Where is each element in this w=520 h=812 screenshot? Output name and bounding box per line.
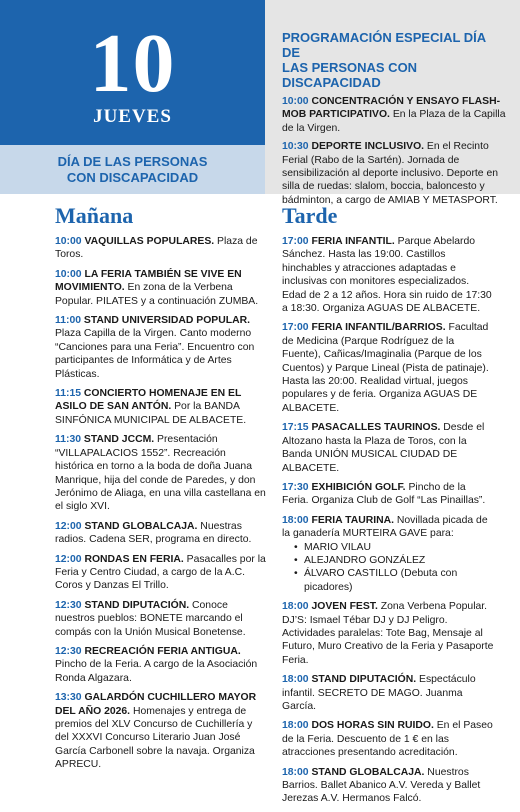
morning-event [55, 599, 267, 639]
event-desc: Espectáculo infantil. SECRETO DE MAGO. Juanma García. [282, 674, 476, 712]
event-desc: Facultad de Medicina (Parque Rodríguez de la Fuente), Cañicas/Imaginalia (Parque de los Cuentos) y Parque Lineal (Pista de patinaje). Hasta las 20:00. Realidad virtual, juegos populares y de feria. Organiza AGUAS DE ALBACETE. [282, 322, 489, 414]
event-name: STAND UNIVERSIDAD POPULAR. [83, 315, 250, 327]
event-desc: Pincho de la Feria. Organiza Club de Golf “Las Pinaillas”. [282, 481, 486, 507]
event-time: 12:30 [55, 645, 82, 657]
performer-item: • ÁLVARO CASTILLO (Debuta con picadores) [294, 567, 494, 594]
event-desc: Plaza Capilla de la Virgen. Canto moderno “Canciones para una Feria”. Encuentro con participantes de Informática y de Artes Plásticas. [55, 328, 255, 380]
event-time: 18:00 [282, 514, 309, 526]
event-time: 18:00 [282, 720, 309, 732]
morning-event [55, 235, 267, 262]
event-name: STAND GLOBALCAJA. [84, 520, 198, 532]
event-name: CONCENTRACIÓN Y ENSAYO FLASH-MOB PARTICIPATIVO. [282, 96, 501, 121]
event-time: 12:00 [55, 553, 82, 565]
event-time: 11:00 [55, 315, 82, 327]
afternoon-event [282, 600, 494, 667]
event-time: 12:30 [55, 599, 82, 611]
event-name: GALARDÓN CUCHILLERO MAYOR DEL AÑO 2026. [55, 692, 257, 717]
morning-event [55, 691, 267, 771]
event-desc: Por la BANDA SINFÓNICA MUNICIPAL DE ALBACETE. [55, 401, 247, 426]
event-desc: Plaza de Toros. [55, 236, 258, 261]
event-name: LA FERIA TAMBIÉN SE VIVE EN MOVIMIENTO. [55, 268, 242, 294]
event-name: RONDAS EN FERIA. [84, 553, 184, 565]
day-subtitle-line1: DÍA DE LAS PERSONAS [57, 154, 208, 169]
event-name: FERIA TAURINA. [311, 514, 395, 526]
afternoon-event [282, 514, 494, 594]
event-name: JOVEN FEST. [311, 601, 378, 613]
special-program [265, 0, 520, 206]
special-event [282, 95, 506, 135]
day-subtitle [0, 145, 265, 194]
day-number: 10 [89, 17, 176, 110]
event-name: DOS HORAS SIN RUIDO. [311, 720, 434, 732]
event-desc: Nuestros Barrios. Ballet Abanico A.V. Vereda y Ballet Jerezas A.V. Hermanos Falcó. [282, 766, 481, 805]
afternoon-event [282, 421, 494, 475]
event-time: 10:00 [55, 268, 82, 280]
event-desc: Zona Verbena Popular. DJ’S: Ismael Tébar DJ y DJ Peligro. Actividades paralelas: Tote Bag, Mensaje al Futuro, Muro Creativo de la Feria y Pasaporte Feria. [282, 601, 494, 666]
event-desc: Nuestras radios. Cadena SER, programa en directo. [55, 520, 252, 546]
morning-column [55, 203, 267, 778]
event-name: STAND JCCM. [83, 434, 155, 446]
event-name: STAND DIPUTACIÓN. [311, 674, 417, 686]
morning-event [55, 520, 267, 547]
performer-list [282, 541, 494, 595]
afternoon-column [282, 203, 494, 812]
event-time: 10:30 [282, 141, 309, 153]
event-name: STAND DIPUTACIÓN. [84, 599, 190, 611]
morning-event [55, 433, 267, 513]
event-name: FERIA INFANTIL. [311, 236, 395, 247]
event-desc: Conoce nuestros pueblos: BONETE marcando el compás con la Unión Musical Bonetense. [55, 599, 246, 638]
afternoon-event [282, 481, 494, 508]
date-block [0, 0, 265, 145]
special-event [282, 140, 506, 207]
event-desc: En el Paseo de la Feria. Descuento de 1 € en las atracciones presentando acreditación. [282, 720, 493, 759]
event-time: 10:00 [282, 96, 309, 107]
morning-title: Mañana [55, 203, 134, 228]
event-desc: Homenajes y entrega de premios del XLV Concurso de Cuchillería y del XXXVI Concurso Literario Juan José García Carbonell sobre la navaja. Organiza APRECU. [55, 705, 255, 771]
special-program-title [282, 30, 506, 90]
event-name: RECREACIÓN FERIA ANTIGUA. [84, 645, 241, 657]
special-title-line1: PROGRAMACIÓN ESPECIAL DÍA DE [282, 30, 486, 60]
event-time: 18:00 [282, 601, 309, 613]
event-name: CONCIERTO HOMENAJE EN EL ASILO DE SAN ANTÓN. [55, 388, 242, 413]
event-desc: Desde el Altozano hasta la Plaza de Toros, con la Banda UNIÓN MUSICAL CIUDAD DE ALBACETE. [282, 422, 485, 474]
morning-event [55, 553, 267, 593]
event-name: EXHIBICIÓN GOLF. [311, 481, 406, 493]
event-time: 11:30 [55, 434, 82, 446]
event-desc: En zona de la Verbena Popular. PILATES y a continuación ZUMBA. [55, 282, 259, 307]
afternoon-event [282, 673, 494, 713]
morning-event [55, 314, 267, 381]
event-time: 11:15 [55, 388, 82, 400]
event-name: PASACALLES TAURINOS. [311, 422, 441, 434]
event-time: 18:00 [282, 766, 309, 778]
event-time: 17:15 [282, 422, 309, 434]
special-title-line2: LAS PERSONAS CON DISCAPACIDAD [282, 60, 418, 90]
event-desc: Presentación “VILLAPALACIOS 1552”. Recreación histórica en torno a la boda de doña Juana Manrique, hija del conde de Paredes, y don Jerónimo de Aliaga, en una villa castellana en el siglo XVI. [55, 434, 266, 513]
event-name: STAND GLOBALCAJA. [311, 766, 425, 778]
event-desc: Novillada picada de la ganadería MURTEIRA GAVE para: [282, 514, 488, 540]
event-name: DEPORTE INCLUSIVO. [311, 141, 425, 153]
event-time: 17:00 [282, 322, 309, 334]
afternoon-event [282, 719, 494, 759]
event-time: 10:00 [55, 236, 82, 247]
afternoon-event [282, 321, 494, 415]
morning-event [55, 268, 267, 308]
afternoon-event [282, 235, 494, 315]
event-time: 18:00 [282, 674, 309, 686]
event-time: 17:30 [282, 481, 309, 493]
event-desc: Pasacalles por la Feria y Centro Ciudad, a cargo de la A.C. Coros y Danzas El Trillo. [55, 553, 266, 592]
performer-item: • MARIO VILAU [294, 541, 494, 554]
event-name: FERIA INFANTIL/BARRIOS. [311, 322, 446, 334]
event-time: 13:30 [55, 692, 82, 704]
morning-event [55, 645, 267, 685]
event-desc: En la Plaza de la Capilla de la Virgen. [282, 109, 506, 134]
event-desc: Pincho de la Feria. A cargo de la Asociación Ronda Algazara. [55, 659, 258, 684]
weekday: JUEVES [93, 106, 172, 127]
afternoon-event [282, 766, 494, 806]
day-subtitle-line2: CON DISCAPACIDAD [66, 170, 199, 185]
morning-event [55, 387, 267, 427]
event-desc: Parque Abelardo Sánchez. Hasta las 19:00. Castillos hinchables y atracciones adaptadas e inclusivas con monitores especializados. Edad de 2 a 12 años. Hora sin ruido de 17:30 a 18:30. Organiza AGUAS DE ALBACETE. [282, 236, 492, 315]
performer-item: • ALEJANDRO GONZÁLEZ [294, 554, 494, 567]
event-name: VAQUILLAS POPULARES. [84, 236, 215, 247]
event-time: 12:00 [55, 520, 82, 532]
afternoon-title: Tarde [282, 203, 338, 228]
event-desc: En el Recinto Ferial (Rabo de la Sartén). Jornada de sensibilización al deporte inclusivo. Deporte en silla de ruedas: slalom, boccia, baloncesto y bádminton, a cargo de AMIAB Y METASPORT. [282, 141, 499, 206]
event-time: 17:00 [282, 236, 309, 247]
